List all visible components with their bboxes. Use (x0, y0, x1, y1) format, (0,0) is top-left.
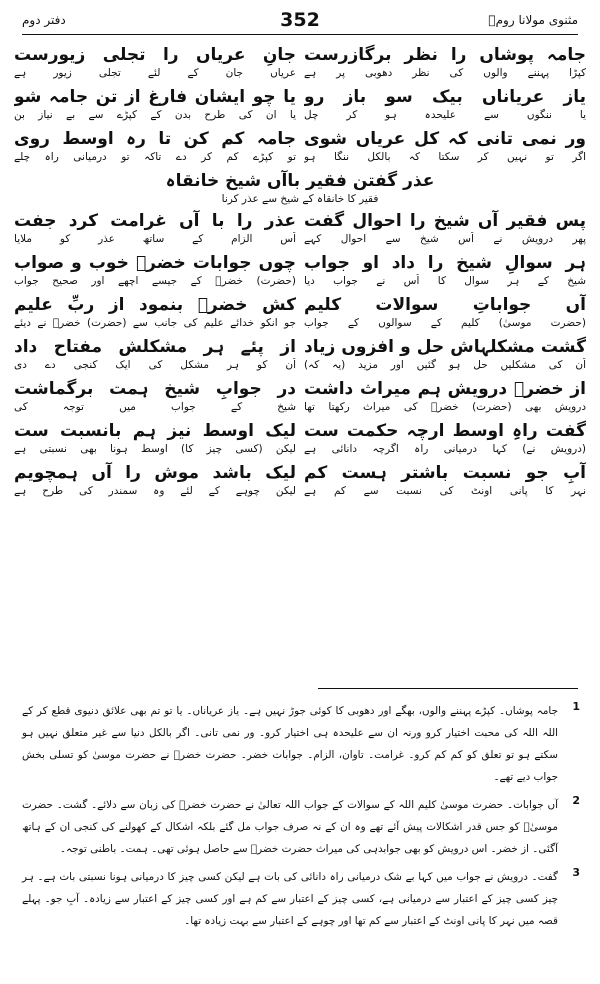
hemistich-left (14, 252, 296, 292)
hemistich-right (304, 86, 586, 126)
translation-text: یا ننگوں سے علیحدہ ہو کر چل (304, 109, 586, 121)
verse-text: در جوابِ شیخ ہمت برگماشت (14, 379, 296, 399)
couplet (14, 462, 586, 502)
hemistich-left (14, 44, 296, 84)
verse-area (14, 44, 586, 674)
hemistich-left (14, 336, 296, 376)
hemistich-right (304, 210, 586, 250)
couplet (14, 44, 586, 84)
verse-text: از پئے ہر مشکلش مفتاح داد (14, 337, 296, 357)
couplet (14, 86, 586, 126)
translation-text: اُن کو ہر مشکل کی ایک کنجی دے دی (14, 359, 296, 371)
footnotes (22, 700, 580, 938)
hemistich-right (304, 44, 586, 84)
footnote-text: گفت۔ درویش نے جواب میں کہا بے شک درمیانی راہ دانائی کی بات ہے لیکن کسی چیز کا درمیانی ہونا نسبتی بات ہے۔ ہر چیز کسی چیز کے اعتبار سے درمیانی ہے، کسی چیز کے اعتبار سے کم ہے اور کسی چیز کے اعتبار سے زیادہ۔ آبِ جو۔ پہلے قصہ میں نہر کا پانی اونٹ کے اعتبار سے کم تھا اور چوہے کے اعتبار سے بہت زیادہ تھا۔ (22, 871, 558, 927)
translation-text: اُس الزام کے ساتھ عذر کو ملایا (14, 233, 296, 245)
verse-text: جانِ عریاں را تجلی زیورست (14, 45, 296, 65)
footnote-marker: 2 (572, 794, 580, 807)
translation-text: اُن کی مشکلیں حل ہو گئیں اور مزید (یہ کہ) (304, 359, 586, 371)
verse-text: ور نمی تانی کہ کل عریاں شوی (304, 129, 586, 149)
verse-text: آں جواباتِ سوالات کلیم (304, 295, 586, 315)
translation-text: تو کپڑے کم کر دے تاکہ تو درمیانی راہ چلے (14, 151, 296, 163)
verse-text: گشت مشکلہاش حل و افزوں زیاد (304, 337, 586, 357)
verse-text: جامہ پوشاں را نظر برگازرست (304, 45, 586, 65)
verse-text: از خضرؑ درویش ہم میراث داشت (304, 379, 586, 399)
footnote (22, 700, 580, 788)
verse-text: ہر سوالِ شیخ را داد او جواب (304, 253, 586, 273)
hemistich-right (304, 420, 586, 460)
verse-text: چوں جوابات خضرؑ خوب و صواب (14, 253, 296, 273)
hemistich-right (304, 336, 586, 376)
hemistich-left (14, 294, 296, 334)
verse-text: پس فقیر آں شیخ را احوال گفت (304, 211, 586, 231)
translation-text: کپڑا پہننے والوں کی نظر دھوبی پر ہے (304, 67, 586, 79)
footnote-rule (318, 688, 578, 689)
translation-text: شیخ کے جواب میں توجہ کی (14, 401, 296, 413)
footnote-text: جامہ پوشاں۔ کپڑے پہننے والوں، بھگے اور دھوبی کا کوئی جوڑ نہیں ہے۔ یاز عریاناں۔ یا تو تم بھی علائق دنیوی قطع کر کے اللہ اللہ کی محبت اختیار کرو ورنہ ان سے علیحدہ ہی اختیار کرو۔ ور نمی تانی۔ اگر بالکل دنیا سے غیر متعلق نہیں ہو سکتے ہو تو تعلق کو کم کم کرو۔ غرامت۔ تاوان، الزام۔ جوابات خضر۔ حضرت خضرؑ نے حضرت موسیٰ کو تسلی بخش جواب دیے تھے۔ (22, 705, 558, 783)
translation-text: اگر تو نہیں کر سکتا کہ بالکل ننگا ہو (304, 151, 586, 163)
couplet (14, 294, 586, 334)
couplet (14, 336, 586, 376)
verse-text: جامہ کم کن تا رہ اوسط روی (14, 129, 296, 149)
translation-text: (درویش نے) کہا درمیانی راہ اگرچہ دانائی ہے (304, 443, 586, 455)
translation-text: (حضرت موسیٰ) کلیم کے سوالوں کے جواب (304, 317, 586, 329)
couplet (14, 252, 586, 292)
hemistich-right (304, 252, 586, 292)
footnote (22, 794, 580, 860)
translation-text: لیکن چوہے کے لئے وہ سمندر کی طرح ہے (14, 485, 296, 497)
verse-text: گفت راہِ اوسط ارچہ حکمت ست (304, 421, 586, 441)
couplet (14, 420, 586, 460)
verse-text: یا چو ایشان فارغ از تن جامہ شو (14, 87, 296, 107)
hemistich-left (14, 128, 296, 168)
footnote (22, 866, 580, 932)
translation-text: لیکن (کسی چیز کا) اوسط ہونا بھی نسبتی ہے (14, 443, 296, 455)
hemistich-right (304, 462, 586, 502)
translation-text: جو انکو خدائے علیم کی جانب سے (حضرت) خضرؑ نے دیئے (14, 317, 296, 329)
verse-text: لیک باشد موش را آں ہمچویم (14, 463, 296, 483)
hemistich-left (14, 210, 296, 250)
verse-text: آبِ جو نسبت باشتر ہست کم (304, 463, 586, 483)
translation-text: عریاں جان کے لئے تجلی زیور ہے (14, 67, 296, 79)
section-heading (14, 170, 586, 206)
couplet (14, 210, 586, 250)
footnote-text: آں جوابات۔ حضرت موسیٰ کلیم اللہ کے سوالات کے جواب اللہ تعالیٰ نے حضرت خضرؑ کی زبان سے دلائے۔ گشت۔ حضرت موسیٰؑ کو جس قدر اشکالات پیش آئے تھے وہ ان کے نہ صرف جواب مل گئے بلکہ اشکال کے کھولنے کی کنجی ان کے ہاتھ آگئی۔ از خضر۔ اس درویش کو بھی جوابدہی کی میراث حضرت خضرؑ سے حاصل ہوئی تھی۔ ہمت۔ باطنی توجہ۔ (22, 799, 558, 855)
verse-text: کش خضرؑ بنمود از ربِّ علیم (14, 295, 296, 315)
translation-text: درویش بھی (حضرت) خضرؑ کی میراث رکھتا تھا (304, 401, 586, 413)
page-number: 352 (280, 9, 320, 31)
translation-text: نہر کا پانی اونٹ کی نسبت سے کم ہے (304, 485, 586, 497)
couplet (14, 378, 586, 418)
hemistich-right (304, 128, 586, 168)
translation-text: شیخ کے ہر سوال کا اُس نے جواب دیا (304, 275, 586, 287)
translation-text: یا ان کی طرح بدن کے کپڑے سے بے نیاز بن (14, 109, 296, 121)
heading-translation: فقیر کا خانقاہ کے شیخ سے عذر کرنا (221, 193, 379, 205)
hemistich-left (14, 420, 296, 460)
header-rule (22, 34, 578, 35)
page-header (22, 8, 578, 32)
translation-text: (حضرت) خضرؑ کے جیسے اچھے اور صحیح جواب (14, 275, 296, 287)
translation-text: پھر درویش نے اُس شیخ سے احوال کہے (304, 233, 586, 245)
heading-verse: عذر گفتن فقیر باآں شیخ خانقاہ (165, 171, 435, 191)
couplet (14, 128, 586, 168)
footnote-marker: 1 (572, 700, 580, 713)
hemistich-left (14, 462, 296, 502)
hemistich-right (304, 378, 586, 418)
hemistich-left (14, 86, 296, 126)
verse-text: یاز عریاناں بیک سو باز رو (304, 87, 586, 107)
footnote-marker: 3 (572, 866, 580, 879)
hemistich-right (304, 294, 586, 334)
book-title: مثنوی مولانا رومؒ (488, 13, 578, 27)
verse-text: لیک اوسط نیز ہم بانسبت ست (14, 421, 296, 441)
volume-label: دفتر دوم (22, 13, 66, 27)
hemistich-left (14, 378, 296, 418)
verse-text: عذر را با آں غرامت کرد جفت (14, 211, 296, 231)
